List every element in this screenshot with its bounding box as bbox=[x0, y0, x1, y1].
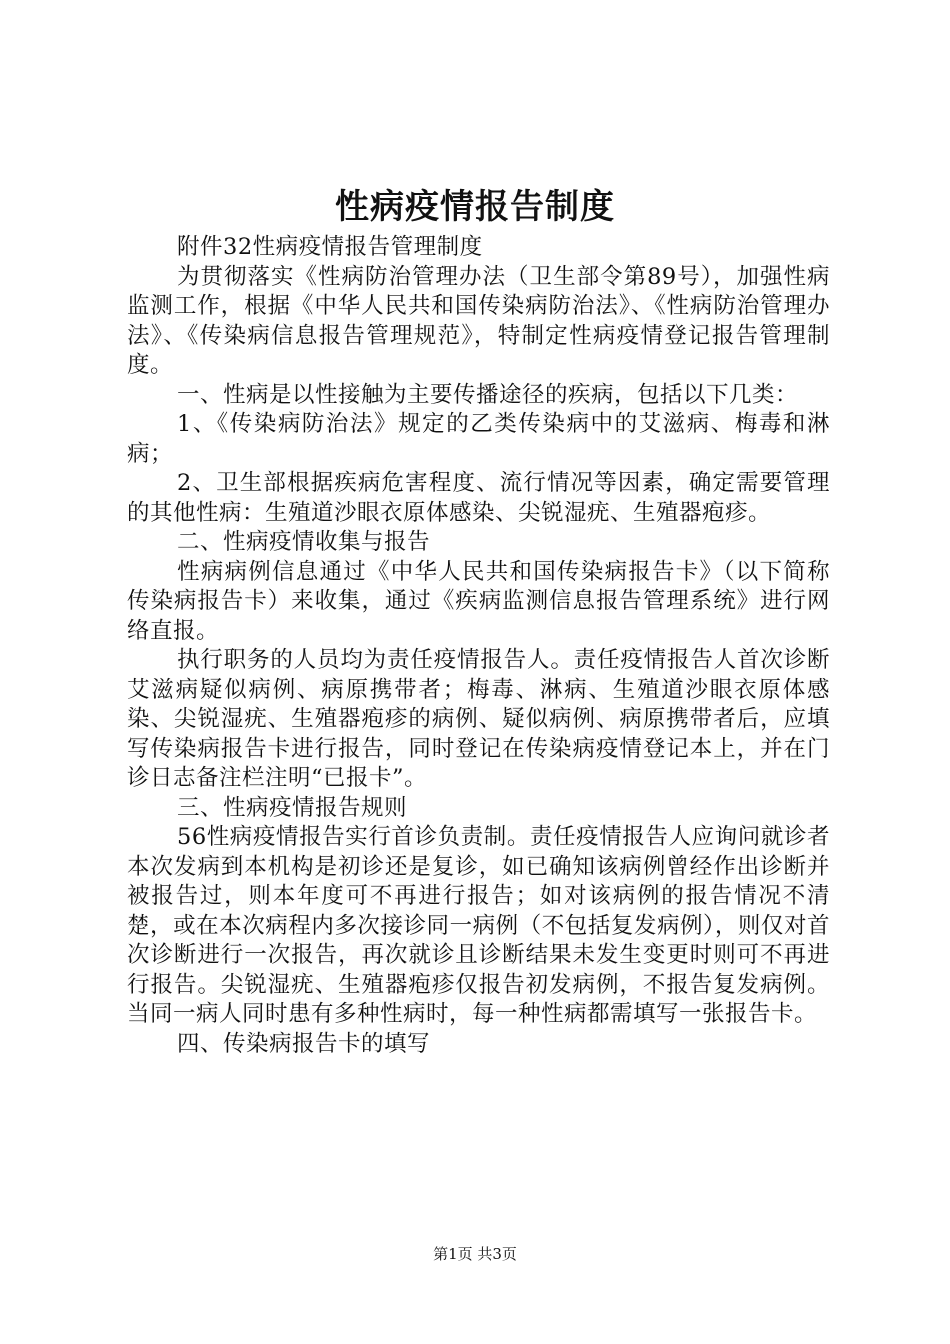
section-heading-1: 一、性病是以性接触为主要传播途径的疾病，包括以下几类： bbox=[177, 381, 799, 408]
paragraph-collection: 性病病例信息通过《中华人民共和国传染病报告卡》（以下简称传染病报告卡）来收集，通过《疾病监测信息报告管理系统》进行网络直报。 bbox=[127, 558, 830, 644]
section-heading-4: 四、传染病报告卡的填写 bbox=[177, 1030, 431, 1057]
paragraph-reporters: 执行职务的人员均为责任疫情报告人。责任疫情报告人首次诊断艾滋病疑似病例、病原携带者；梅毒、淋病、生殖道沙眼衣原体感染、尖锐湿疣、生殖器疱疹的病例、疑似病例、病原携带者后，应填写传染病报告卡进行报告，同时登记在传染病疫情登记本上，并在门诊日志备注栏注明“已报卡”。 bbox=[127, 647, 830, 791]
page-footer: 第1页 共3页 bbox=[433, 1245, 517, 1263]
section-heading-3: 三、性病疫情报告规则 bbox=[177, 794, 408, 821]
paragraph-attachment-heading: 附件32性病疫情报告管理制度 bbox=[177, 234, 483, 260]
document-title: 性病疫情报告制度 bbox=[335, 187, 615, 227]
document-body bbox=[127, 233, 830, 1059]
section-heading-2: 二、性病疫情收集与报告 bbox=[177, 529, 431, 555]
paragraph-intro: 为贯彻落实《性病防治管理办法（卫生部令第89号），加强性病监测工作，根据《中华人民共和国传染病防治法》、《性病防治管理办法》、《传染病信息报告管理规范》，特制定性病疫情登记报告管理制度。 bbox=[127, 263, 830, 378]
paragraph-rules: 56性病疫情报告实行首诊负责制。责任疫情报告人应询问就诊者本次发病到本机构是初诊还是复诊，如已确知该病例曾经作出诊断并被报告过，则本年度可不再进行报告；如对该病例的报告情况不清楚，或在本次病程内多次接诊同一病例（不包括复发病例），则仅对首次诊断进行一次报告，再次就诊且诊断结果未发生变更时则可不再进行报告。尖锐湿疣、生殖器疱疹仅报告初发病例，不报告复发病例。当同一病人同时患有多种性病时，每一种性病都需填写一张报告卡。 bbox=[127, 824, 830, 1027]
paragraph-item-1: 1、《传染病防治法》规定的乙类传染病中的艾滋病、梅毒和淋病； bbox=[127, 411, 830, 467]
paragraph-item-2: 2、卫生部根据疾病危害程度、流行情况等因素，确定需要管理的其他性病：生殖道沙眼衣原体感染、尖锐湿疣、生殖器疱疹。 bbox=[127, 470, 830, 526]
